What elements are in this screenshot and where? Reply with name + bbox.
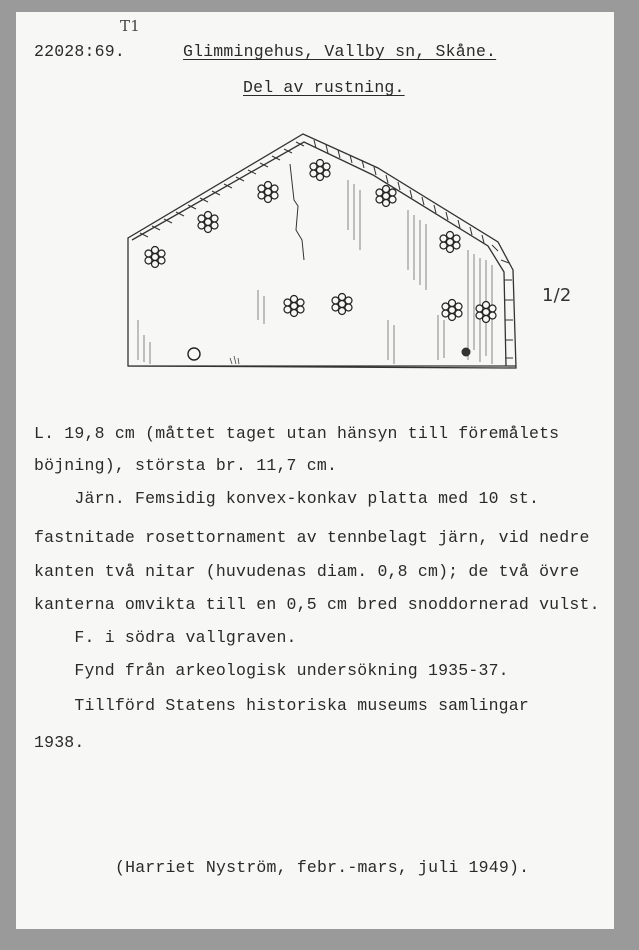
text-line: Järn. Femsidig konvex-konkav platta med 10 st.	[34, 489, 540, 508]
text-line: kanten två nitar (huvudenas diam. 0,8 cm); de två övre	[34, 562, 580, 581]
rosette	[332, 294, 352, 315]
rivet	[462, 348, 471, 357]
rosette	[376, 186, 396, 207]
text-line: L. 19,8 cm (måttet taget utan hänsyn till föremålets	[34, 424, 560, 443]
rosette	[284, 296, 304, 317]
rosette	[442, 300, 462, 321]
object-title: Del av rustning.	[243, 78, 405, 97]
scale-label: 1/2	[542, 285, 572, 306]
corrosion-marks	[230, 356, 239, 364]
rosette	[310, 160, 330, 181]
hatching	[138, 180, 492, 364]
rosette	[145, 247, 165, 268]
armour-plate-drawing	[118, 120, 528, 380]
text-line: Fynd från arkeologisk undersökning 1935-37.	[34, 661, 509, 680]
text-line: 1938.	[34, 733, 85, 752]
text-line: fastnitade rosettornament av tennbelagt järn, vid nedre	[34, 528, 590, 547]
rosettes	[145, 160, 496, 323]
author-signature: (Harriet Nyström, febr.-mars, juli 1949).	[115, 858, 530, 877]
crack-line	[290, 164, 304, 260]
rosette	[258, 182, 278, 203]
rosette	[440, 232, 460, 253]
location-heading: Glimmingehus, Vallby sn, Skåne.	[183, 42, 497, 61]
rivet	[188, 348, 200, 360]
handwritten-note: T1	[120, 17, 140, 35]
rosette	[198, 212, 218, 233]
rosette	[476, 302, 496, 323]
text-line: kanterna omvikta till en 0,5 cm bred snoddornerad vulst.	[34, 595, 600, 614]
catalog-number: 22028:69.	[34, 42, 125, 61]
text-line: böjning), största br. 11,7 cm.	[34, 456, 338, 475]
text-line: F. i södra vallgraven.	[34, 628, 297, 647]
text-line: Tillförd Statens historiska museums samlingar	[34, 696, 529, 715]
